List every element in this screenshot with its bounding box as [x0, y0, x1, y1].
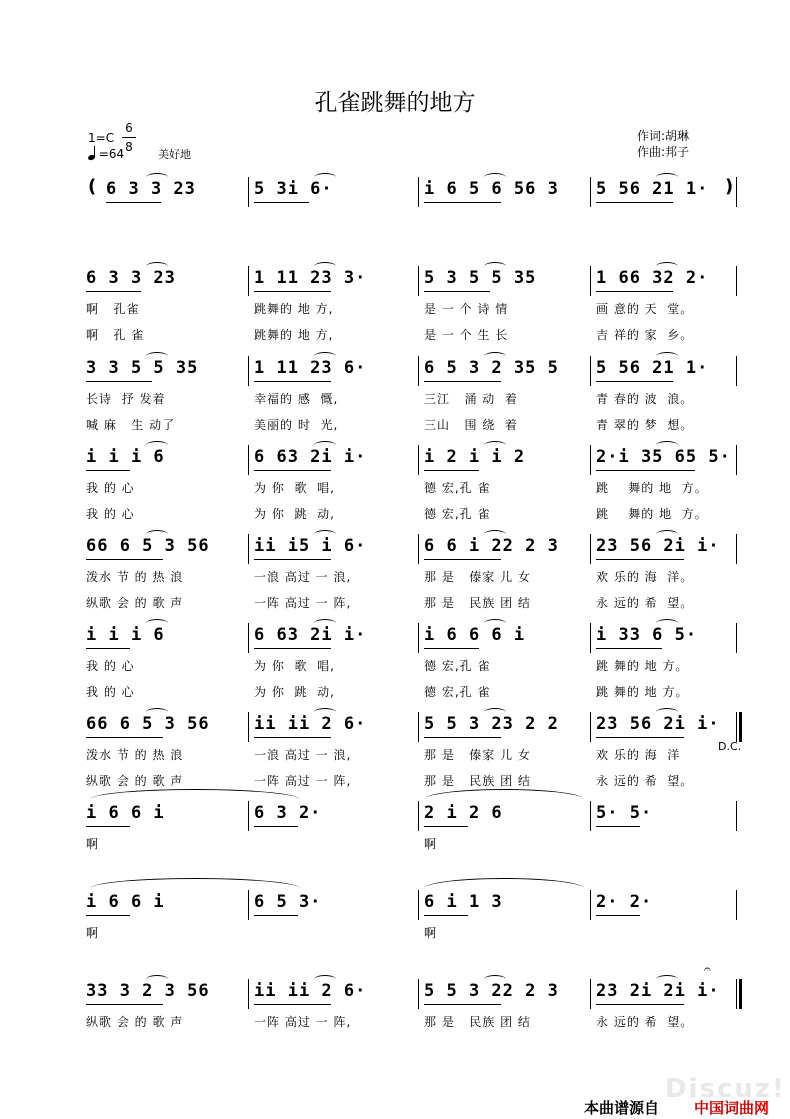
barline: [418, 356, 419, 386]
beam-line: [254, 648, 331, 649]
barline: [590, 445, 591, 475]
lyric-verse-2: 德 宏,孔 雀: [424, 685, 491, 699]
lyric-verse-1: 青 春的 波 浪。: [596, 392, 694, 406]
credits: [637, 128, 689, 160]
barline: [418, 623, 419, 653]
barline: [590, 266, 591, 296]
barline: [418, 712, 419, 742]
song-title: 孔雀跳舞的地方: [314, 90, 476, 116]
fermata-icon: 𝄐: [704, 962, 711, 976]
footer-site-link[interactable]: 中国词曲网: [694, 1099, 770, 1117]
beam-line: [424, 202, 501, 203]
beam-line: [596, 826, 640, 827]
barline: [418, 445, 419, 475]
score-row: [0, 352, 790, 442]
tempo-mark: [88, 146, 124, 161]
lyric-verse-2: 跳舞的 地 方,: [254, 328, 334, 342]
measure: i i i 6: [86, 625, 165, 645]
lyric-verse-2: 纵歌 会 的 歌 声: [86, 596, 184, 610]
measure: 66 6 5 3 56: [86, 536, 210, 556]
barline: [736, 356, 737, 386]
slur-mark: [656, 173, 678, 182]
barline: [736, 890, 737, 920]
lyric-verse-2: 为 你 跳 动,: [254, 507, 335, 521]
score-row: [0, 530, 790, 620]
measure: 33 3 2 3 56: [86, 981, 210, 1001]
barline: [590, 177, 591, 207]
beam-line: [254, 381, 331, 382]
dc-mark: D.C.: [718, 740, 742, 753]
lyric-verse-1: 一阵 高过 一 阵,: [254, 1015, 352, 1029]
lyric-verse-2: 德 宏,孔 雀: [424, 507, 491, 521]
beam-line: [254, 826, 298, 827]
lyric-verse-1: 一浪 高过 一 浪,: [254, 570, 352, 584]
slur-mark: [146, 173, 168, 182]
beam-line: [254, 559, 331, 560]
open-parenthesis: (: [88, 176, 97, 197]
slur-mark: [656, 441, 678, 450]
lyric-verse-1: 那 是 民族 团 结: [424, 1015, 531, 1029]
measure: 6 3 2·: [254, 803, 322, 823]
measure: 3 3 5 5 35: [86, 358, 199, 378]
lyric-verse-1: 啊: [86, 926, 100, 940]
lyric-verse-1: 泼水 节 的 热 浪: [86, 748, 184, 762]
slur-mark: [314, 173, 336, 182]
lyric-verse-1: 一浪 高过 一 浪,: [254, 748, 352, 762]
slur-mark: [656, 975, 678, 984]
barline: [248, 623, 249, 653]
lyric-verse-2: 永 远的 希 望。: [596, 774, 694, 788]
score-row: [0, 441, 790, 531]
beam-line: [86, 381, 152, 382]
beam-line: [596, 381, 673, 382]
beam-line: [86, 291, 141, 292]
final-barline: [739, 712, 742, 742]
lyric-verse-1: 长诗 抒 发着: [86, 392, 166, 406]
measure: 6 5 3 2 35 5: [424, 358, 559, 378]
lyric-verse-1: 啊 孔雀: [86, 302, 140, 316]
measure: 23 2i 2i i·: [596, 981, 720, 1001]
beam-line: [424, 648, 479, 649]
score-row: [0, 262, 790, 352]
beam-line: [596, 559, 684, 560]
lyric-verse-2: 跳 舞的 地 方。: [596, 507, 708, 521]
barline: [418, 801, 419, 831]
barline: [736, 801, 737, 831]
slur-mark: [656, 530, 678, 539]
lyric-verse-1: 纵歌 会 的 歌 声: [86, 1015, 184, 1029]
slur-mark: [484, 708, 506, 717]
measure: 6 5 3·: [254, 892, 322, 912]
slur-mark: [314, 619, 336, 628]
barline: [736, 534, 737, 564]
lyric-verse-2: 是 一 个 生 长: [424, 328, 509, 342]
slur-mark: [314, 441, 336, 450]
beam-line: [86, 826, 130, 827]
lyric-verse-1: 我 的 心: [86, 481, 135, 495]
lyric-verse-1: 是 一 个 诗 情: [424, 302, 509, 316]
beam-line: [596, 737, 684, 738]
lyric-verse-1: 那 是 傣家 儿 女: [424, 748, 531, 762]
final-barline: [739, 979, 742, 1009]
lyric-verse-2: 一阵 高过 一 阵,: [254, 596, 352, 610]
tempo-value: =64: [98, 147, 125, 161]
watermark: Discuz!: [665, 1074, 786, 1104]
slur-mark: [656, 708, 678, 717]
measure: 5 5 3 23 2 2: [424, 714, 559, 734]
lyric-verse-2: 美丽的 时 光,: [254, 418, 339, 432]
quarter-note-icon: [87, 154, 95, 161]
slur-mark: [146, 975, 168, 984]
slur-mark: [656, 619, 678, 628]
barline: [418, 534, 419, 564]
slur-mark: [146, 352, 168, 361]
measure: 2 i 2 6: [424, 803, 503, 823]
lyric-verse-1: 跳 舞的 地 方。: [596, 659, 689, 673]
beam-line: [86, 737, 163, 738]
lyric-verse-2: 那 是 民族 团 结: [424, 596, 531, 610]
measure: 2·i 35 65 5·: [596, 447, 731, 467]
lyric-verse-1: 那 是 傣家 儿 女: [424, 570, 531, 584]
lyric-verse-2: 喊 麻 生 动了: [86, 418, 176, 432]
barline: [590, 890, 591, 920]
score-row: [0, 708, 790, 798]
measure: 1 66 32 2·: [596, 268, 709, 288]
lyric-verse-1: 为 你 歌 唱,: [254, 659, 335, 673]
beam-line: [424, 915, 468, 916]
beam-line: [254, 1004, 331, 1005]
barline: [418, 890, 419, 920]
measure: 23 56 2i i·: [596, 714, 720, 734]
slur-mark: [314, 352, 336, 361]
barline: [736, 266, 737, 296]
tie-mark: [424, 789, 584, 810]
measure: 6 6 i 22 2 3: [424, 536, 559, 556]
lyric-verse-1: 德 宏,孔 雀: [424, 481, 491, 495]
score-row: [0, 173, 790, 263]
expression-mark: 美好地: [158, 148, 191, 161]
beam-line: [254, 470, 331, 471]
measure: i 6 6 i: [86, 803, 165, 823]
measure: 23 56 2i i·: [596, 536, 720, 556]
beam-line: [254, 291, 331, 292]
measure: 6 3 3 23: [86, 268, 176, 288]
measure: 1 11 23 3·: [254, 268, 367, 288]
barline: [248, 356, 249, 386]
measure: i i i 6: [86, 447, 165, 467]
beam-line: [424, 291, 490, 292]
lyric-verse-1: 为 你 歌 唱,: [254, 481, 335, 495]
lyric-verse-1: 欢 乐的 海 洋。: [596, 570, 694, 584]
beam-line: [596, 648, 662, 649]
barline: [248, 979, 249, 1009]
measure: 2· 2·: [596, 892, 653, 912]
measure: ii i5 i 6·: [254, 536, 367, 556]
measure: 5 56 21 1·: [596, 358, 709, 378]
beam-line: [86, 915, 130, 916]
slur-mark: [314, 530, 336, 539]
barline: [590, 801, 591, 831]
score-row: [0, 975, 790, 1065]
lyric-verse-1: 啊: [424, 837, 438, 851]
measure: 6 i 1 3: [424, 892, 503, 912]
beam-line: [424, 1004, 501, 1005]
slur-mark: [314, 262, 336, 271]
tie-mark: [90, 789, 300, 810]
key-signature: 1=C: [88, 131, 115, 145]
lyric-verse-2: 我 的 心: [86, 685, 135, 699]
lyric-verse-1: 跳 舞的 地 方。: [596, 481, 708, 495]
measure: 6 3 3 23: [106, 179, 196, 199]
lyric-verse-1: 啊: [424, 926, 438, 940]
measure: 1 11 23 6·: [254, 358, 367, 378]
beam-line: [424, 737, 501, 738]
lyricist: 作词:胡琳: [637, 129, 690, 143]
measure: ii ii 2 6·: [254, 981, 367, 1001]
beam-line: [106, 202, 161, 203]
lyric-verse-1: 跳舞的 地 方,: [254, 302, 334, 316]
lyric-verse-2: 三山 围 绕 着: [424, 418, 518, 432]
measure: 5 3 5 5 35: [424, 268, 537, 288]
barline: [590, 712, 591, 742]
beam-line: [424, 826, 468, 827]
beam-line: [596, 1004, 684, 1005]
lyric-verse-1: 欢 乐的 海 洋: [596, 748, 681, 762]
measure: 5 56 21 1·: [596, 179, 709, 199]
barline: [418, 979, 419, 1009]
barline: [248, 266, 249, 296]
footer-source: 本曲谱源自: [584, 1099, 660, 1117]
lyric-verse-2: 我 的 心: [86, 507, 135, 521]
barline: [248, 177, 249, 207]
barline: [590, 534, 591, 564]
beam-line: [86, 1004, 163, 1005]
barline: [590, 979, 591, 1009]
measure: 6 63 2i i·: [254, 447, 367, 467]
close-parenthesis: ): [725, 176, 734, 197]
composer: 作曲:邦子: [637, 145, 690, 159]
measure: i 6 6 i: [86, 892, 165, 912]
measure: i 2 i i 2: [424, 447, 526, 467]
beam-line: [424, 381, 501, 382]
slur-mark: [484, 352, 506, 361]
beam-line: [254, 737, 331, 738]
barline: [736, 712, 737, 742]
lyric-verse-1: 幸福的 感 慨,: [254, 392, 339, 406]
slur-mark: [314, 708, 336, 717]
slur-mark: [484, 530, 506, 539]
time-sig-denominator: 8: [125, 140, 133, 154]
lyric-verse-2: 一阵 高过 一 阵,: [254, 774, 352, 788]
lyric-verse-1: 永 远的 希 望。: [596, 1015, 694, 1029]
tie-mark: [90, 878, 300, 899]
lyric-verse-1: 画 意的 天 堂。: [596, 302, 694, 316]
beam-line: [86, 470, 130, 471]
measure: 5 5 3 22 2 3: [424, 981, 559, 1001]
score-row: [0, 797, 790, 887]
slur-mark: [314, 975, 336, 984]
slur-mark: [484, 441, 506, 450]
lyric-verse-1: 三江 涌 动 着: [424, 392, 518, 406]
slur-mark: [484, 619, 506, 628]
slur-mark: [146, 619, 168, 628]
lyric-verse-2: 吉 祥的 家 乡。: [596, 328, 694, 342]
beam-line: [424, 470, 479, 471]
barline: [418, 266, 419, 296]
measure: 5· 5·: [596, 803, 653, 823]
time-sig-numerator: 6: [125, 121, 133, 135]
lyric-verse-2: 啊 孔 雀: [86, 328, 145, 342]
barline: [248, 712, 249, 742]
slur-mark: [656, 352, 678, 361]
beam-line: [596, 915, 640, 916]
barline: [590, 623, 591, 653]
beam-line: [596, 291, 673, 292]
lyric-verse-1: 啊: [86, 837, 100, 851]
tie-mark: [424, 878, 584, 899]
barline: [736, 979, 737, 1009]
slur-mark: [146, 441, 168, 450]
score-row: [0, 619, 790, 709]
lyric-verse-2: 跳 舞的 地 方。: [596, 685, 689, 699]
beam-line: [86, 648, 130, 649]
lyric-verse-1: 泼水 节 的 热 浪: [86, 570, 184, 584]
measure: i 6 5 6 56 3: [424, 179, 559, 199]
score-row: [0, 886, 790, 976]
measure: i 33 6 5·: [596, 625, 698, 645]
beam-line: [86, 559, 163, 560]
slur-mark: [484, 975, 506, 984]
lyric-verse-2: 纵歌 会 的 歌 声: [86, 774, 184, 788]
measure: 6 63 2i i·: [254, 625, 367, 645]
beam-line: [254, 915, 298, 916]
beam-line: [254, 202, 309, 203]
lyric-verse-2: 青 翠的 梦 想。: [596, 418, 694, 432]
lyric-verse-1: 我 的 心: [86, 659, 135, 673]
barline: [736, 177, 737, 207]
barline: [590, 356, 591, 386]
measure: i 6 6 6 i: [424, 625, 526, 645]
slur-mark: [146, 262, 168, 271]
beam-line: [596, 470, 695, 471]
measure: 5 3i 6·: [254, 179, 333, 199]
measure: ii ii 2 6·: [254, 714, 367, 734]
slur-mark: [484, 262, 506, 271]
lyric-verse-2: 永 远的 希 望。: [596, 596, 694, 610]
lyric-verse-2: 为 你 跳 动,: [254, 685, 335, 699]
slur-mark: [146, 708, 168, 717]
barline: [418, 177, 419, 207]
slur-mark: [484, 173, 506, 182]
slur-mark: [656, 262, 678, 271]
measure: 66 6 5 3 56: [86, 714, 210, 734]
barline: [736, 623, 737, 653]
slur-mark: [146, 530, 168, 539]
beam-line: [596, 202, 673, 203]
barline: [248, 445, 249, 475]
lyric-verse-1: 德 宏,孔 雀: [424, 659, 491, 673]
lyric-verse-2: 那 是 民族 团 结: [424, 774, 531, 788]
barline: [736, 445, 737, 475]
beam-line: [424, 559, 501, 560]
barline: [248, 534, 249, 564]
